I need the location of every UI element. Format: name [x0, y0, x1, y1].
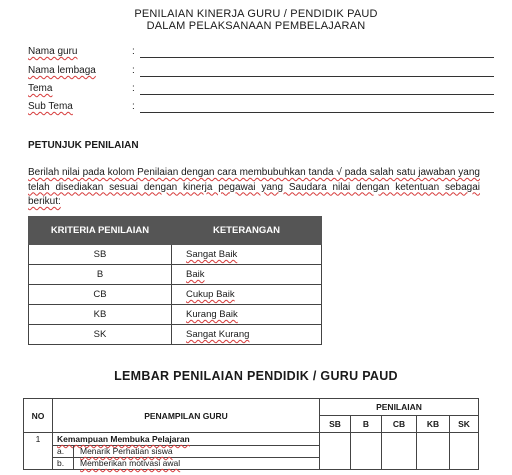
field-label: Sub Tema: [28, 101, 73, 112]
header-no: NO: [24, 399, 53, 433]
field-colon: :: [132, 65, 135, 76]
table-row: [29, 245, 322, 265]
subitem-text: Menarik Perhatian siswa: [80, 446, 173, 456]
table-row: [29, 305, 322, 325]
field-blank-line[interactable]: [140, 112, 494, 113]
criteria-code: SK: [29, 325, 172, 345]
header-score-sk: SK: [450, 416, 479, 433]
field-label: Tema: [28, 83, 53, 94]
lembar-title: LEMBAR PENILAIAN PENDIDIK / GURU PAUD: [114, 369, 398, 383]
score-cell-kb[interactable]: [417, 433, 450, 470]
field-blank-line[interactable]: [140, 94, 494, 95]
table-row: [29, 285, 322, 305]
score-cell-cb[interactable]: [382, 433, 417, 470]
criteria-code: CB: [29, 285, 172, 305]
criteria-code: B: [29, 265, 172, 285]
subitem-letter: a.: [53, 446, 74, 457]
row-content: [53, 433, 320, 470]
document-title: PENILAIAN KINERJA GURU / PENDIDIK PAUD: [134, 8, 378, 20]
subitem-text: Memberikan motivasi awal: [80, 458, 181, 468]
criteria-desc: Baik: [172, 265, 322, 285]
criteria-desc: Cukup Baik: [172, 285, 322, 305]
field-label: Nama guru: [28, 46, 78, 57]
header-score-sb: SB: [320, 416, 351, 433]
criteria-desc: Sangat Kurang: [172, 325, 322, 345]
list-item: [53, 457, 319, 469]
instructions-heading: PETUNJUK PENILAIAN: [28, 140, 139, 151]
instructions-paragraph: Berilah nilai pada kolom Penilaian dengan cara membubuhkan tanda √ pada salah satu jawaban yang telah disediakan sesuai dengan kinerja pegawai yang Saudara nilai dengan ketentuan sebagai berikut:: [28, 167, 480, 207]
header-penampilan-guru: PENAMPILAN GURU: [53, 399, 320, 433]
header-penilaian: PENILAIAN: [320, 399, 479, 416]
criteria-header-keterangan: KETERANGAN: [172, 217, 322, 245]
field-label: Nama lembaga: [28, 65, 96, 76]
header-score-kb: KB: [417, 416, 450, 433]
subitem-letter: b.: [53, 458, 74, 469]
table-row: [29, 265, 322, 285]
field-colon: :: [132, 83, 135, 94]
row-number: 1: [24, 433, 53, 470]
header-score-cb: CB: [382, 416, 417, 433]
criteria-desc: Sangat Baik: [172, 245, 322, 265]
score-cell-sb[interactable]: [320, 433, 351, 470]
document-subtitle: DALAM PELAKSANAAN PEMBELAJARAN: [146, 20, 366, 32]
table-row: [24, 433, 479, 470]
field-colon: :: [132, 46, 135, 57]
criteria-code: SB: [29, 245, 172, 265]
row-title: Kemampuan Membuka Pelajaran: [57, 434, 190, 444]
criteria-desc: Kurang Baik: [172, 305, 322, 325]
score-cell-sk[interactable]: [450, 433, 479, 470]
list-item: [53, 445, 319, 457]
criteria-code: KB: [29, 305, 172, 325]
table-row: [29, 325, 322, 345]
penilaian-table: [23, 398, 479, 470]
criteria-header-kriteria: KRITERIA PENILAIAN: [29, 217, 172, 245]
field-blank-line[interactable]: [140, 76, 494, 77]
header-score-b: B: [351, 416, 382, 433]
field-colon: :: [132, 101, 135, 112]
criteria-table: [28, 216, 322, 345]
field-blank-line[interactable]: [140, 57, 494, 58]
score-cell-b[interactable]: [351, 433, 382, 470]
